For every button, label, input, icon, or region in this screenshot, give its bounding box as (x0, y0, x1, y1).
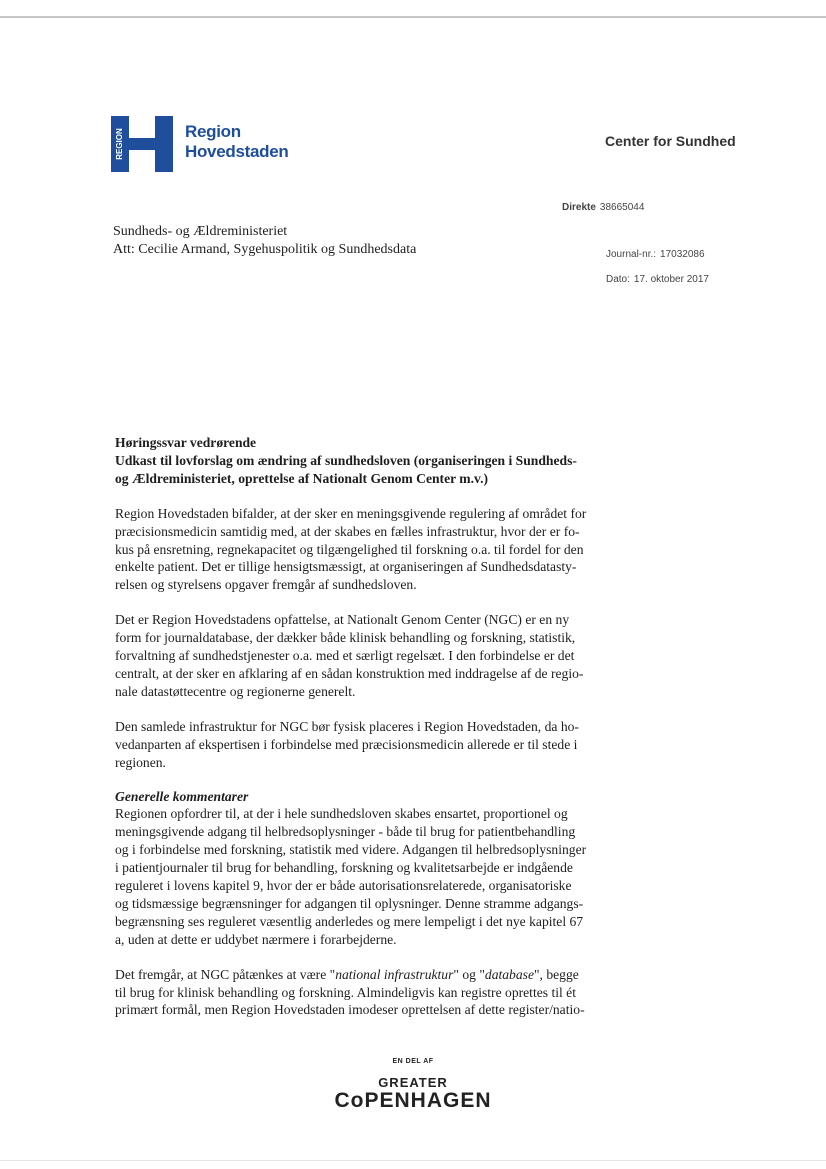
text-line: relsen og styrelsens opgaver fremgår af sundhedsloven. (115, 577, 417, 593)
text-line: centralt, at der sker en afklaring af en sådan konstruktion med inddragelse af de regio- (115, 665, 584, 681)
text-line: i patientjournaler til brug for behandling, forskning og kvalitetsarbejde er indgående (115, 860, 573, 876)
subject-heading (115, 434, 607, 488)
paragraph-ngc (115, 966, 607, 1020)
text-line: og tidsmæssige begrænsninger for adgangen til oplysninger. Denne stramme adgangs- (115, 895, 584, 911)
subject-line: og Ældreministeriet, oprettelse af Nationalt Genom Center m.v.) (115, 470, 488, 486)
general-comments-paragraph (115, 805, 607, 948)
scan-edge-top (0, 16, 826, 18)
logo-region: Region (185, 122, 241, 141)
journal-value: 17032086 (660, 249, 705, 260)
paragraph-2 (115, 611, 607, 701)
text-line: og i forbindelse med forskning, statistik med videre. Adgangen til helbredsoplysninger (115, 842, 587, 858)
footer-greater: GREATER (378, 1075, 448, 1090)
scan-edge-bottom (0, 1160, 826, 1161)
text-line: form for journaldatabase, der dækker både klinisk behandling og forskning, statistik, (115, 630, 576, 646)
text-line: regionen. (115, 754, 166, 770)
paragraph-1 (115, 505, 607, 595)
direct-value: 38665044 (599, 202, 645, 213)
general-comments-heading: Generelle kommentarer (115, 788, 249, 804)
footer-tagline: EN DEL AF (392, 1058, 434, 1065)
greater-copenhagen-logo (300, 1058, 526, 1113)
text-span: Det fremgår, at NGC påtænkes at være " (115, 966, 336, 982)
text-line: nale datastøttecentre og regionerne generelt. (115, 683, 356, 699)
text-line: Det er Region Hovedstadens opfattelse, at Nationalt Genom Center (NGC) er en ny (115, 612, 570, 628)
direct-phone (562, 202, 644, 213)
letter-body (115, 434, 607, 1019)
region-h-logo-icon (111, 116, 173, 172)
text-line: meningsgivende adgang til helbredsoplysninger - både til brug for patientbehandling (115, 824, 576, 840)
letter-date (606, 274, 709, 285)
journal-label: Journal-nr.: (606, 249, 657, 260)
logo-name: Hovedstaden (185, 142, 289, 161)
logo-text (185, 122, 288, 162)
text-line: reguleret i lovens kapitel 9, hvor der er både autorisationsrelaterede, organisatoriske (115, 878, 572, 894)
text-line: Region Hovedstaden bifalder, at der sker en meningsgivende regulering af området for (115, 505, 587, 521)
text-line: til brug for klinisk behandling og forskning. Almindeligvis kan registre oprettes til ét (115, 984, 576, 1000)
paragraph-3 (115, 718, 607, 772)
text-line: primært formål, men Region Hovedstaden imodeser oprettelsen af dette register/natio- (115, 1002, 585, 1018)
text-line: forvaltning af sundhedstjenester o.a. med et særligt regelsæt. I den forbindelse er det (115, 648, 575, 664)
sender-unit: Center for Sundhed (605, 133, 736, 149)
text-line (115, 966, 607, 984)
subject-line: Høringssvar vedrørende (115, 435, 257, 450)
text-line: kus på ensretning, regnekapacitet og tilgængelighed til forskning o.a. til fordel for den (115, 541, 584, 557)
recipient-address (113, 223, 416, 259)
emphasis-span: national infrastruktur (335, 966, 454, 982)
text-line: a, uden at dette er uddybet nærmere i forarbejderne. (115, 931, 397, 947)
date-value: 17. oktober 2017 (633, 274, 709, 285)
logo-mark-text: REGION (115, 128, 125, 160)
text-span: " og " (453, 966, 485, 982)
region-logo (111, 116, 311, 172)
text-line: præcisionsmedicin samtidig med, at der skabes en fælles infrastruktur, hvor der er fo- (115, 523, 580, 539)
text-line: Den samlede infrastruktur for NGC bør fysisk placeres i Region Hovedstaden, da ho- (115, 718, 579, 734)
subject-line: Udkast til lovforslag om ændring af sundhedsloven (organiseringen i Sundheds- (115, 452, 577, 468)
date-label: Dato: (606, 274, 630, 285)
text-line: enkelte patient. Det er tillige hensigtsmæssigt, at organiseringen af Sundhedsdatasty- (115, 559, 577, 575)
text-line: Regionen opfordrer til, at der i hele sundhedsloven skabes ensartet, proportionel og (115, 806, 568, 822)
recipient-line: Att: Cecilie Armand, Sygehuspolitik og Sundhedsdata (113, 242, 417, 257)
text-line: begrænsning ses reguleret væsentlig anderledes og mere lempeligt i det nye kapitel 67 (115, 913, 584, 929)
text-span: ", begge (533, 966, 579, 982)
journal-number (606, 249, 705, 260)
footer-copenhagen: CoPENHAGEN (334, 1089, 492, 1112)
recipient-line: Sundheds- og Ældreministeriet (113, 224, 288, 239)
direct-label: Direkte (562, 202, 596, 213)
emphasis-span: database (484, 966, 534, 982)
text-line: vedanparten af ekspertisen i forbindelse med præcisionsmedicin allerede er til stede i (115, 736, 578, 752)
